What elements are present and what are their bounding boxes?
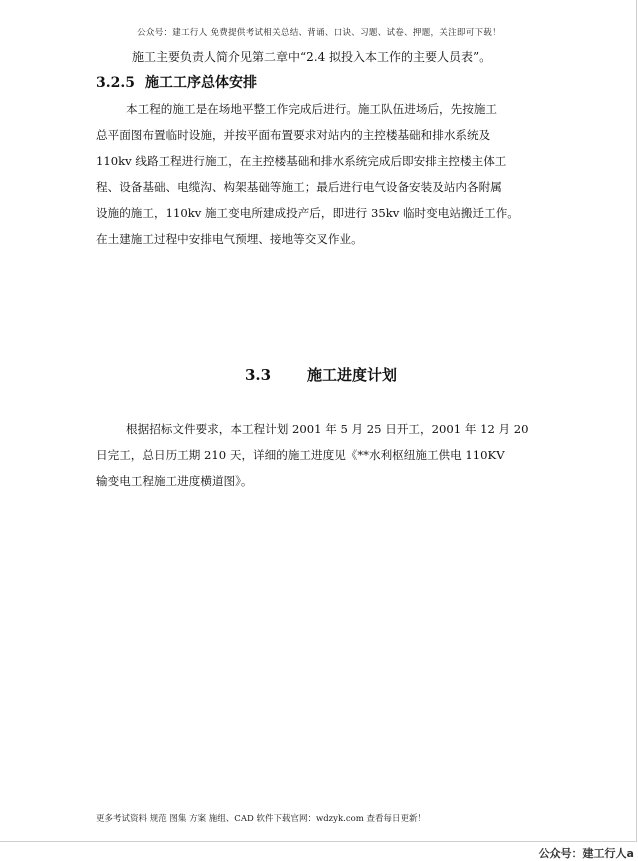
section-heading-3-3 (0, 364, 638, 385)
paragraph-line: 110kv 线路工程进行施工，在主控楼基础和排水系统完成后即安排主控楼主体工 (96, 154, 507, 168)
corner-brand: 公众号：建工行人a (538, 847, 634, 860)
section-number: 3.2.5 (96, 75, 135, 91)
paragraph-line: 在土建施工过程中安排电气预埋、接地等交叉作业。 (96, 232, 363, 246)
paragraph-line: 总平面图布置临时设施，并按平面布置要求对站内的主控楼基础和排水系统及 (96, 128, 491, 142)
paragraph-line: 本工程的施工是在场地平整工作完成后进行。施工队伍进场后，先按施工 (126, 102, 498, 116)
paragraph-line: 输变电工程施工进度横道图》。 (96, 474, 253, 488)
section-number: 3.3 (244, 366, 272, 384)
intro-text: 施工主要负责人简介见第二章中“2.4 拟投入本工作的主要人员表”。 (132, 50, 492, 64)
paragraph-line: 设施的施工，110kv 施工变电所建成投产后，即进行 35kv 临时变电站搬迁工作。 (96, 206, 519, 220)
footer-note: 更多考试资料 规范 图集 方案 施组、CAD 软件下载官网：wdzyk.com 查看每日更新！ (96, 814, 426, 824)
paragraph-line: 程、设备基础、电缆沟、构架基础等施工；最后进行电气设备安装及站内各附属 (96, 180, 502, 194)
paragraph-line: 根据招标文件要求，本工程计划 2001 年 5 月 25 日开工，2001 年 12 月 20 (126, 422, 529, 436)
paragraph-line: 日完工，总日历工期 210 天，详细的施工进度见《**水利枢纽施工供电 110KV (96, 448, 505, 462)
section-title: 施工进度计划 (307, 366, 398, 384)
paragraph-process-arrangement (96, 96, 546, 252)
section-title: 施工工序总体安排 (144, 75, 257, 91)
section-heading-3-2-5 (96, 72, 257, 92)
paragraph-schedule (96, 416, 546, 494)
header-banner: 公众号：建工行人 免费提供考试相关总结、背诵、口诀、习题、试卷、押题，关注即可下载！ (137, 28, 501, 38)
